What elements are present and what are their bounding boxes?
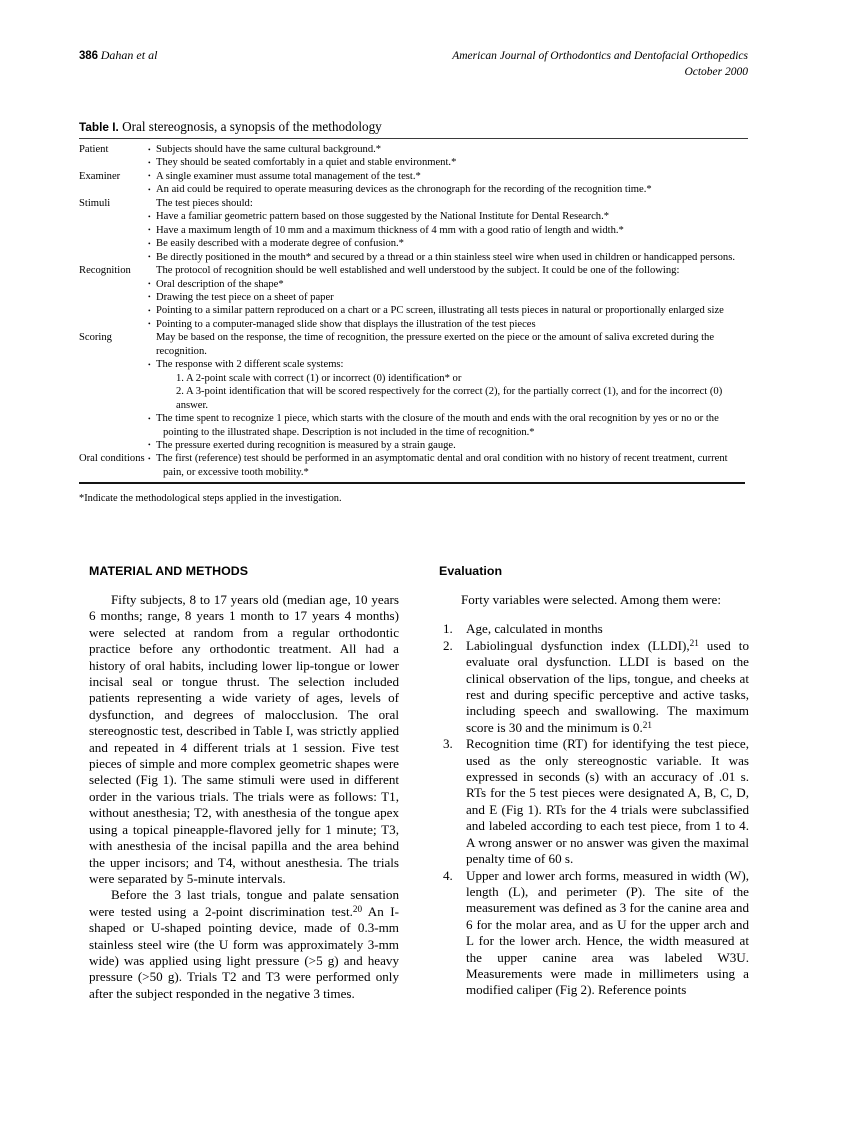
list-item-text: Age, calculated in months xyxy=(466,621,603,637)
list-item xyxy=(148,291,748,304)
bullet-text: • The response with 2 different scale systems: xyxy=(156,359,344,371)
bullet-text: • A single examiner must assume total management of the test.* xyxy=(156,170,421,182)
body-columns xyxy=(89,564,749,1024)
table-label: Table I. xyxy=(79,120,119,134)
issue-date: October 2000 xyxy=(684,66,748,78)
table-block xyxy=(79,119,748,505)
bullet-text: • Have a maximum length of 10 mm and a maximum thickness of 4 mm with a good ratio of length and width.* xyxy=(156,224,624,236)
bullet-list xyxy=(148,412,748,452)
row-label: Recognition xyxy=(79,265,131,277)
table-row xyxy=(79,331,748,452)
reference-marker: 21 xyxy=(642,719,652,730)
bullet-list xyxy=(148,278,748,332)
section-heading-evaluation: Evaluation xyxy=(439,564,503,578)
paragraph: Forty variables were selected. Among them were: xyxy=(461,592,721,607)
bullet-text: • Subjects should have the same cultural background.* xyxy=(156,144,382,155)
row-label: Patient xyxy=(79,144,109,155)
list-item-number: 4. xyxy=(443,867,453,883)
reference-marker: 21 xyxy=(689,637,699,648)
bullet-text: • The time spent to recognize 1 piece, which starts with the closure of the mouth and ends with the oral recognition by yes or no or the pointing to the illustrated shape. Description is not included in the time of recognition.* xyxy=(156,413,719,438)
list-item xyxy=(148,318,748,331)
paragraph-text: Before the 3 last trials, tongue and palate sensation were tested using a 2-point discrimination test. xyxy=(89,887,399,919)
bullet-list xyxy=(148,170,748,197)
bullet-list xyxy=(148,143,748,170)
list-item xyxy=(148,304,748,317)
bullet-list xyxy=(148,210,748,264)
table-row xyxy=(79,170,748,197)
paragraph-text: An I-shaped or U-shaped pointing device, made of 0.3-mm stainless steel wire (the U form was approximately 3-mm wide) was applied using light pressure (>5 g) and heavy pressure (>50 g). Trials T2 and T3 were performed only after the subject responded in the negative 3 times. xyxy=(89,903,399,1001)
bullet-text: • The first (reference) test should be performed in an asymptomatic dental and oral condition with no history of recent treatment, current pain, or excessive tooth mobility.* xyxy=(156,453,728,478)
table-footnote: *Indicate the methodological steps applied in the investigation. xyxy=(79,493,342,505)
list-item xyxy=(164,385,748,412)
list-item xyxy=(148,439,748,452)
bullet-text: • Have a familiar geometric pattern based on those suggested by the National Institute for Dental Research.* xyxy=(156,211,610,223)
paragraph xyxy=(89,887,399,1002)
list-item xyxy=(148,170,748,183)
list-item xyxy=(148,278,748,291)
bullet-text: • Be easily described with a moderate degree of confusion.* xyxy=(156,238,404,250)
methodology-table xyxy=(79,143,748,479)
list-item-text: Upper and lower arch forms, measured in width (W), length (L), and perimeter (P). The site of the measurement was defined as 3 for the canine area and 6 for the molar area, and as U for the upper arch and L for the lower arch. Hence, the width measured at the upper canine area was labeled W3U. Measurements were made in millimeters using a modified caliper (Fig 2). Reference points xyxy=(466,867,749,998)
section-heading-material-and-methods: MATERIAL AND METHODS xyxy=(89,564,249,578)
left-column xyxy=(89,564,399,1002)
row-content xyxy=(148,197,748,264)
bullet-text: • The pressure exerted during recognition is measured by a strain gauge. xyxy=(156,439,456,451)
bullet-text: • Pointing to a similar pattern reproduced on a chart or a PC screen, illustrating all tests pieces in natural or proportionally enlarged size xyxy=(156,305,724,317)
bullet-text: • An aid could be required to operate measuring devices as the chronograph for the recording of the recognition time.* xyxy=(156,184,652,196)
list-item-text: Labiolingual dysfunction index (LLDI), xyxy=(466,637,690,653)
scoring-subitem-list xyxy=(148,372,748,412)
running-head-right xyxy=(452,48,748,80)
row-content xyxy=(148,264,748,331)
list-item-text: used to evaluate oral dysfunction. LLDI is based on the clinical observation of the lips, tongue, and cheeks at rest and during specific perceptive and active tasks, including speech and swallowing. The maximum score is 30 and the minimum is 0. xyxy=(466,637,749,735)
list-item-text: Recognition time (RT) for identifying the test piece, used as the only stereognostic variable. It was expressed in seconds (s) with an accuracy of .01 s. RTs for the 5 test pieces were designated A, B, C, D, and E (Fig 1). RTs for the 4 trials were subclassified and labeled according to each test piece, from 1 to 4. A wrong answer or no answer was given the maximal penalty time of 60 s. xyxy=(466,736,749,867)
list-item xyxy=(148,156,748,169)
row-label: Scoring xyxy=(79,332,112,344)
row-lead-text: The test pieces should: xyxy=(156,197,253,209)
list-item xyxy=(148,358,748,371)
bullet-list xyxy=(148,452,748,479)
list-item xyxy=(148,412,748,439)
row-label: Oral conditions xyxy=(79,453,145,465)
row-label: Stimuli xyxy=(79,197,111,209)
table-row xyxy=(79,264,748,331)
running-head-left xyxy=(79,48,157,63)
subitem-text: 1. A 2-point scale with correct (1) or incorrect (0) identification* or xyxy=(176,372,462,384)
list-item xyxy=(164,372,748,385)
list-item xyxy=(148,237,748,250)
list-item xyxy=(148,183,748,196)
list-item-number: 2. xyxy=(443,637,453,653)
list-item-number: 1. xyxy=(443,621,453,637)
right-column xyxy=(439,564,749,999)
list-item xyxy=(148,210,748,223)
table-row xyxy=(79,197,748,264)
table-bottom-rule xyxy=(79,482,745,484)
list-item xyxy=(439,736,749,867)
page-number: 386 xyxy=(79,50,98,62)
list-item xyxy=(439,638,749,736)
bullet-list xyxy=(148,358,748,371)
list-item xyxy=(148,452,748,479)
table-row xyxy=(79,143,748,170)
list-item xyxy=(148,224,748,237)
running-head xyxy=(79,48,748,82)
table-caption xyxy=(79,119,748,135)
list-item xyxy=(148,251,748,264)
row-content xyxy=(148,452,748,479)
table-row xyxy=(79,452,748,479)
bullet-text: • Drawing the test piece on a sheet of paper xyxy=(156,291,334,303)
row-label: Examiner xyxy=(79,170,121,182)
running-head-authors: Dahan et al xyxy=(100,48,158,62)
journal-title: American Journal of Orthodontics and Dentofacial Orthopedics xyxy=(452,50,748,62)
bullet-text: • Pointing to a computer-managed slide show that displays the illustration of the test pieces xyxy=(156,318,536,330)
row-content xyxy=(148,170,748,197)
row-lead-text: May be based on the response, the time of recognition, the pressure exerted on the piece or the amount of saliva excreted during the recognition. xyxy=(156,332,715,357)
list-item-number: 3. xyxy=(443,736,453,752)
row-content xyxy=(148,331,748,452)
row-lead-text: The protocol of recognition should be well established and well understood by the subject. It could be one of the following: xyxy=(156,265,680,277)
list-item xyxy=(148,143,748,156)
table-caption-text: Oral stereognosis, a synopsis of the methodology xyxy=(122,119,382,134)
list-item xyxy=(439,868,749,999)
evaluation-variable-list xyxy=(439,621,749,998)
bullet-text: • Be directly positioned in the mouth* and secured by a thread or a thin stainless steel wire when used in children or handicapped persons. xyxy=(156,251,735,263)
table-top-rule xyxy=(79,138,748,139)
paragraph: Fifty subjects, 8 to 17 years old (median age, 10 years 6 months; range, 8 years 1 month to 17 years 4 months) were selected at random from a regular orthodontic practice before any orthodontic treatment. All had a history of oral habits, including lower lip-tongue or lower incisal seal or tongue thrust. The selection included patients representing a wide variety of ages, levels of dysfunction, and degrees of malocclusion. The oral stereognostic test, described in Table I, was strictly applied and repeated in 4 different trials at 1 session. Five test pieces of simple and more complex geometric shapes were selected (Fig 1). The same stimuli were used in different order in the various trials. The trials were as follows: T1, without anesthesia; T2, with anesthesia of the tongue apex using a topical pineapple-flavored jelly for 1 minute; T3, with anesthesia of the incisal papilla and the area behind the upper incisors; and T4, without anesthesia. The trials were separated by 5-minute intervals. xyxy=(89,592,399,886)
row-content xyxy=(148,143,748,170)
bullet-text: • They should be seated comfortably in a quiet and stable environment.* xyxy=(156,157,457,169)
list-item xyxy=(439,621,749,637)
bullet-text: • Oral description of the shape* xyxy=(156,278,284,290)
reference-marker: 20 xyxy=(352,903,363,914)
subitem-text: 2. A 3-point identification that will be scored respectively for the correct (2), for the partially correct (1), and for the incorrect (0) answer. xyxy=(176,386,723,411)
